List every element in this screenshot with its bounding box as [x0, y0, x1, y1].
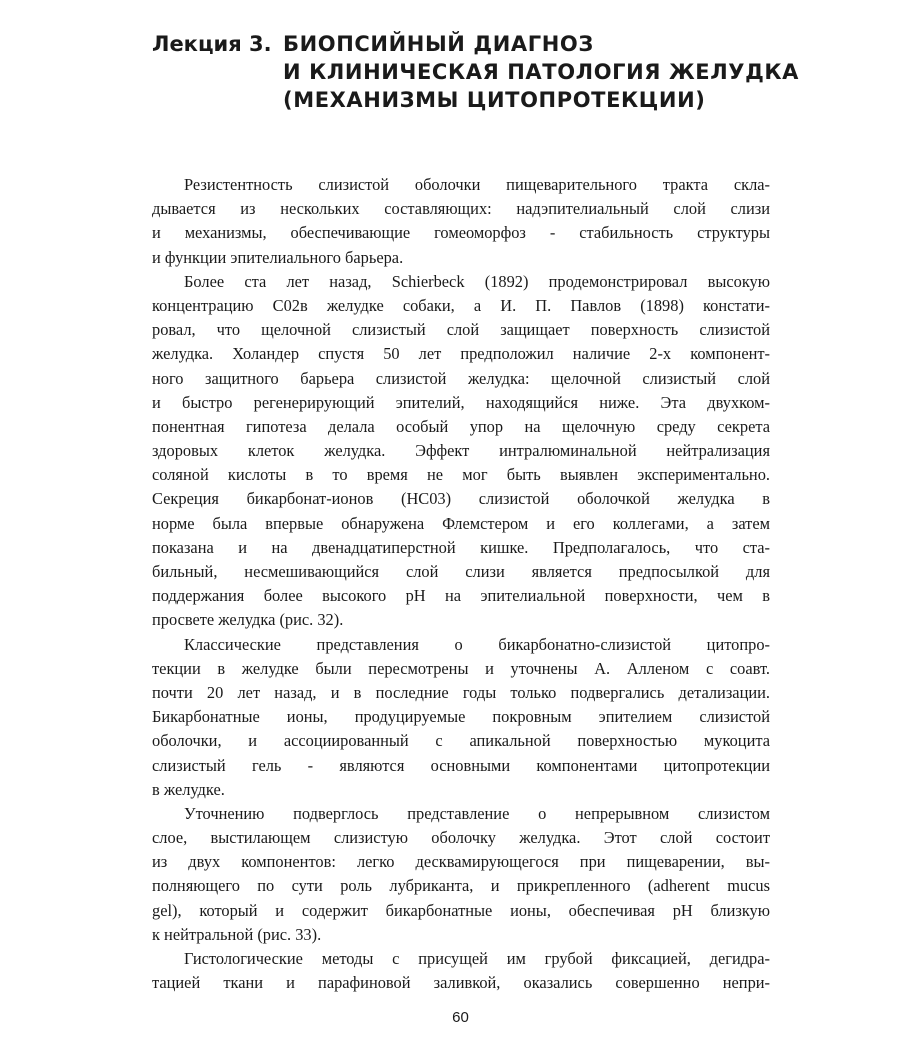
text-line: Уточнению подверглось представление о непрерывном слизистом [184, 803, 770, 823]
text-line: полняющего по сути роль лубриканта, и прикрепленного (adherent mucus [152, 876, 770, 896]
text-line: почти 20 лет назад, и в последние годы только подвергались детализации. [152, 682, 770, 702]
text-line: и механизмы, обеспечивающие гомеоморфоз - стабильность структуры [152, 223, 770, 243]
text-line: gel), который и содержит бикарбонатные ионы, обеспечивая pH близкую [152, 900, 770, 920]
text-line: Более ста лет назад, Schierbeck (1892) продемонстрировал высокую [184, 271, 770, 291]
text-line: текции в желудке были пересмотрены и уточнены А. Алленом с соавт. [152, 658, 770, 678]
body-text [152, 173, 770, 995]
text-line: оболочки, и ассоциированный с апикальной поверхностью мукоцита [152, 731, 770, 751]
paragraph [152, 633, 770, 802]
text-line: и быстро регенерирующий эпителий, находящийся ниже. Эта двухком- [152, 392, 770, 412]
chapter-title-line: (МЕХАНИЗМЫ ЦИТОПРОТЕКЦИИ) [283, 88, 706, 112]
text-line: Секреция бикарбонат-ионов (НС03) слизистой оболочкой желудка в [152, 489, 770, 509]
lecture-label: Лекция 3. [152, 32, 272, 56]
text-line: Резистентность слизистой оболочки пищеварительного тракта скла- [184, 175, 770, 194]
text-line: просвете желудка (рис. 32). [152, 610, 344, 630]
page-number: 60 [452, 1009, 469, 1026]
text-line: концентрацию С02в желудке собаки, а И. П. Павлов (1898) констати- [152, 295, 770, 315]
paragraph [152, 173, 770, 270]
text-line: Гистологические методы с присущей им грубой фиксацией, дегидра- [184, 949, 770, 968]
text-line: и функции эпителиального барьера. [152, 247, 404, 267]
paragraph [152, 270, 770, 633]
text-line: ровал, что щелочной слизистый слой защищает поверхность слизистой [152, 320, 770, 340]
chapter-title-line: БИОПСИЙНЫЙ ДИАГНОЗ [283, 32, 594, 56]
chapter-title [283, 30, 799, 114]
text-line: дывается из нескольких составляющих: надэпителиальный слой слизи [152, 199, 770, 219]
text-line: слизистый гель - являются основными компонентами цитопротекции [152, 755, 770, 775]
text-line: показана и на двенадцатиперстной кишке. Предполагалось, что ста- [152, 537, 770, 557]
text-line: соляной кислоты в то время не мог быть выявлен экспериментально. [152, 465, 770, 485]
text-line: Классические представления о бикарбонатно-слизистой цитопро- [184, 634, 770, 654]
text-line: из двух компонентов: легко десквамирующегося при пищеварении, вы- [152, 852, 770, 872]
text-line: понентная гипотеза делала особый упор на щелочную среду секрета [152, 416, 770, 436]
text-line: норме была впервые обнаружена Флемстером и его коллегами, а затем [152, 513, 770, 533]
text-line: тацией ткани и парафиновой заливкой, оказались совершенно непри- [152, 973, 770, 993]
text-line: желудка. Холандер спустя 50 лет предположил наличие 2-х компонент- [152, 344, 770, 364]
paragraph [152, 802, 770, 947]
text-line: Бикарбонатные ионы, продуцируемые покровным эпителием слизистой [152, 707, 770, 727]
text-line: ного защитного барьера слизистой желудка: щелочной слизистый слой [152, 368, 770, 388]
paragraph [152, 947, 770, 995]
text-line: бильный, несмешивающийся слой слизи является предпосылкой для [152, 562, 770, 581]
text-line: к нейтральной (рис. 33). [152, 924, 322, 944]
text-line: слое, выстилающем слизистую оболочку желудка. Этот слой состоит [152, 828, 770, 848]
text-line: в желудке. [152, 779, 225, 799]
chapter-title-line: И КЛИНИЧЕСКАЯ ПАТОЛОГИЯ ЖЕЛУДКА [283, 60, 799, 84]
text-line: здоровых клеток желудка. Эффект интралюминальной нейтрализация [152, 441, 770, 461]
text-line: поддержания более высокого pH на эпителиальной поверхности, чем в [152, 586, 770, 606]
